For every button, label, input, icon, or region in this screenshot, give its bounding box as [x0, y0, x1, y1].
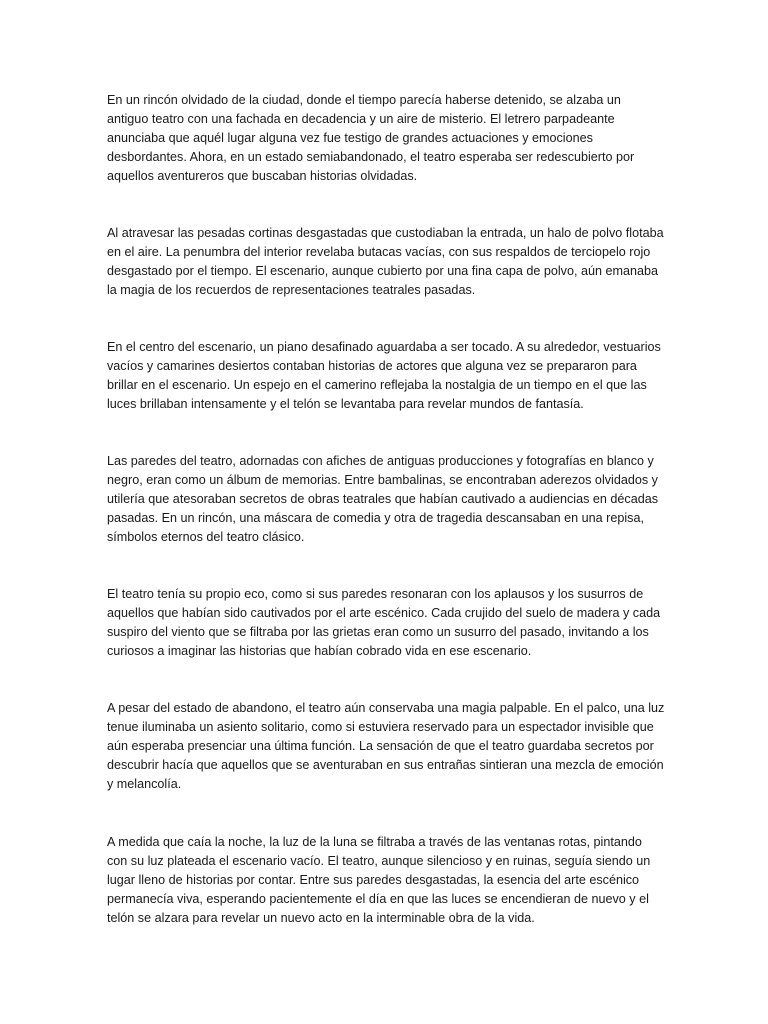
text-line: aquellos aventureros que buscaban historias olvidadas. — [107, 169, 418, 183]
text-line: aún esperaba presenciar una última función. La sensación de que el teatro guardaba secretos por — [107, 739, 654, 753]
paragraph-1 — [107, 91, 667, 186]
text-line: pasadas. En un rincón, una máscara de comedia y otra de tragedia descansaban en una repisa, — [107, 511, 644, 525]
paragraph-7 — [107, 833, 667, 928]
paragraph-2 — [107, 224, 667, 300]
text-line: En un rincón olvidado de la ciudad, donde el tiempo parecía haberse detenido, se alzaba un — [107, 93, 621, 107]
text-line: la magia de los recuerdos de representaciones teatrales pasadas. — [107, 283, 476, 297]
text-line: permanecía viva, esperando pacientemente el día en que las luces se encendieran de nuevo y el — [107, 892, 649, 906]
text-line: tenue iluminaba un asiento solitario, como si estuviera reservado para un espectador invisible que — [107, 720, 654, 734]
text-line: brillar en el escenario. Un espejo en el camerino reflejaba la nostalgia de un tiempo en el que las — [107, 378, 647, 392]
text-line: A pesar del estado de abandono, el teatro aún conservaba una magia palpable. En el palco, una luz — [107, 701, 665, 715]
text-line: con su luz plateada el escenario vacío. El teatro, aunque silencioso y en ruinas, seguía siendo un — [107, 854, 651, 868]
text-line: descubrir hacía que aquellos que se aventuraban en sus entrañas sintieran una mezcla de emoción — [107, 758, 664, 772]
text-line: A medida que caía la noche, la luz de la luna se filtraba a través de las ventanas rotas, pintando — [107, 835, 642, 849]
text-line: En el centro del escenario, un piano desafinado aguardaba a ser tocado. A su alrededor, vestuarios — [107, 340, 661, 354]
text-line: símbolos eternos del teatro clásico. — [107, 530, 305, 544]
text-line: negro, eran como un álbum de memorias. Entre bambalinas, se encontraban aderezos olvidados y — [107, 473, 658, 487]
text-line: suspiro del viento que se filtraba por las grietas eran como un susurro del pasado, invitando a los — [107, 625, 649, 639]
text-line: El teatro tenía su propio eco, como si sus paredes resonaran con los aplausos y los susurros de — [107, 587, 644, 601]
text-line: utilería que atesoraban secretos de obras teatrales que habían cautivado a audiencias en décadas — [107, 492, 659, 506]
text-line: antiguo teatro con una fachada en decadencia y un aire de misterio. El letrero parpadeante — [107, 112, 615, 126]
text-line: aquellos que habían sido cautivados por el arte escénico. Cada crujido del suelo de madera y cada — [107, 606, 661, 620]
text-line: desgastado por el tiempo. El escenario, aunque cubierto por una fina capa de polvo, aún emanaba — [107, 264, 659, 278]
text-line: Las paredes del teatro, adornadas con afiches de antiguas producciones y fotografías en blanco y — [107, 454, 654, 468]
paragraph-4 — [107, 452, 667, 547]
text-line: curiosos a imaginar las historias que habían cobrado vida en ese escenario. — [107, 644, 532, 658]
text-line: en el aire. La penumbra del interior revelaba butacas vacías, con sus respaldos de terciopelo rojo — [107, 245, 651, 259]
text-line: Al atravesar las pesadas cortinas desgastadas que custodiaban la entrada, un halo de polvo flotaba — [107, 226, 664, 240]
text-line: telón se alzara para revelar un nuevo acto en la interminable obra de la vida. — [107, 911, 535, 925]
paragraph-3 — [107, 338, 667, 414]
paragraph-5 — [107, 585, 667, 661]
text-line: vacíos y camarines desiertos contaban historias de actores que alguna vez se prepararon para — [107, 359, 637, 373]
text-line: anunciaba que aquél lugar alguna vez fue testigo de grandes actuaciones y emociones — [107, 131, 593, 145]
text-line: luces brillaban intensamente y el telón se levantaba para revelar mundos de fantasía. — [107, 397, 584, 411]
text-line: y melancolía. — [107, 777, 182, 791]
text-line: lugar lleno de historias por contar. Entre sus paredes desgastadas, la esencia del arte escénico — [107, 873, 640, 887]
text-line: desbordantes. Ahora, en un estado semiabandonado, el teatro esperaba ser redescubierto por — [107, 150, 635, 164]
paragraph-6 — [107, 699, 667, 794]
